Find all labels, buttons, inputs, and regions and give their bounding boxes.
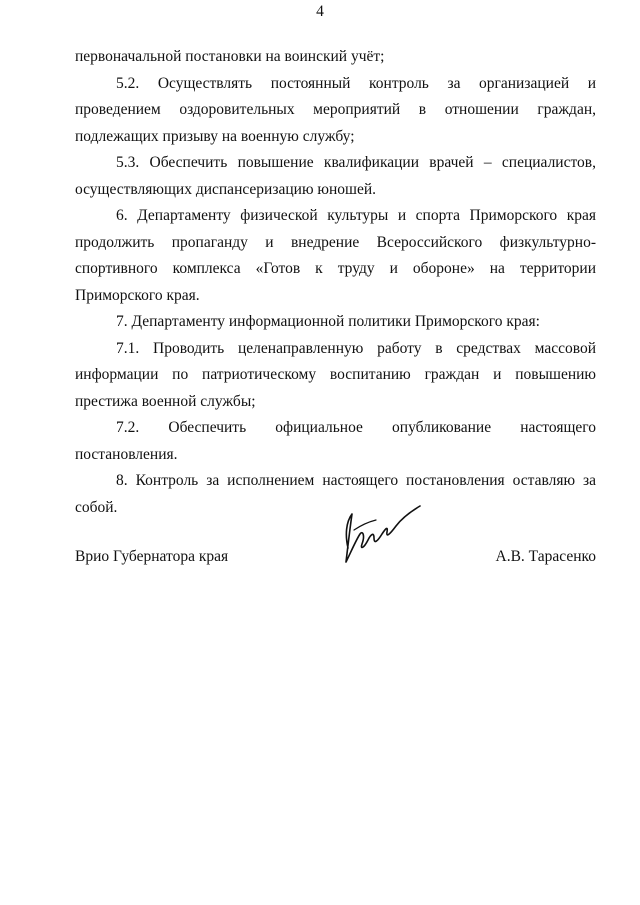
paragraph-continuation: первоначальной постановки на воинский учёт; (75, 48, 385, 65)
paragraph-8: 8. Контроль за исполнением настоящего постановления оставляю за собой. (75, 472, 596, 516)
signatory-title: Врио Губернатора края (75, 548, 229, 565)
paragraph-5-2: 5.2. Осуществлять постоянный контроль за организацией и проведением оздоровительных мероприятий в отношении граждан, подлежащих призыву на военную службу; (75, 74, 596, 145)
body-text (75, 44, 596, 521)
paragraph-7: 7. Департаменту информационной политики Приморского края: (116, 313, 540, 330)
page-number: 4 (316, 3, 324, 20)
paragraph-7-2: 7.2. Обеспечить официальное опубликование настоящего постановления. (75, 419, 596, 463)
paragraph-5-3: 5.3. Обеспечить повышение квалификации врачей – специалистов, осуществляющих диспансеризацию юношей. (75, 154, 596, 198)
paragraph-7-1: 7.1. Проводить целенаправленную работу в средствах массовой информации по патриотическому воспитанию граждан и повышению престижа военной службы; (75, 339, 596, 410)
signatory-name: А.В. Тарасенко (495, 548, 596, 565)
paragraph-6: 6. Департаменту физической культуры и спорта Приморского края продолжить пропаганду и внедрение Всероссийского физкультурно-спортивного комплекса «Готов к труду и обороне» на территории Приморского края. (75, 207, 596, 304)
signature-block (75, 548, 596, 566)
